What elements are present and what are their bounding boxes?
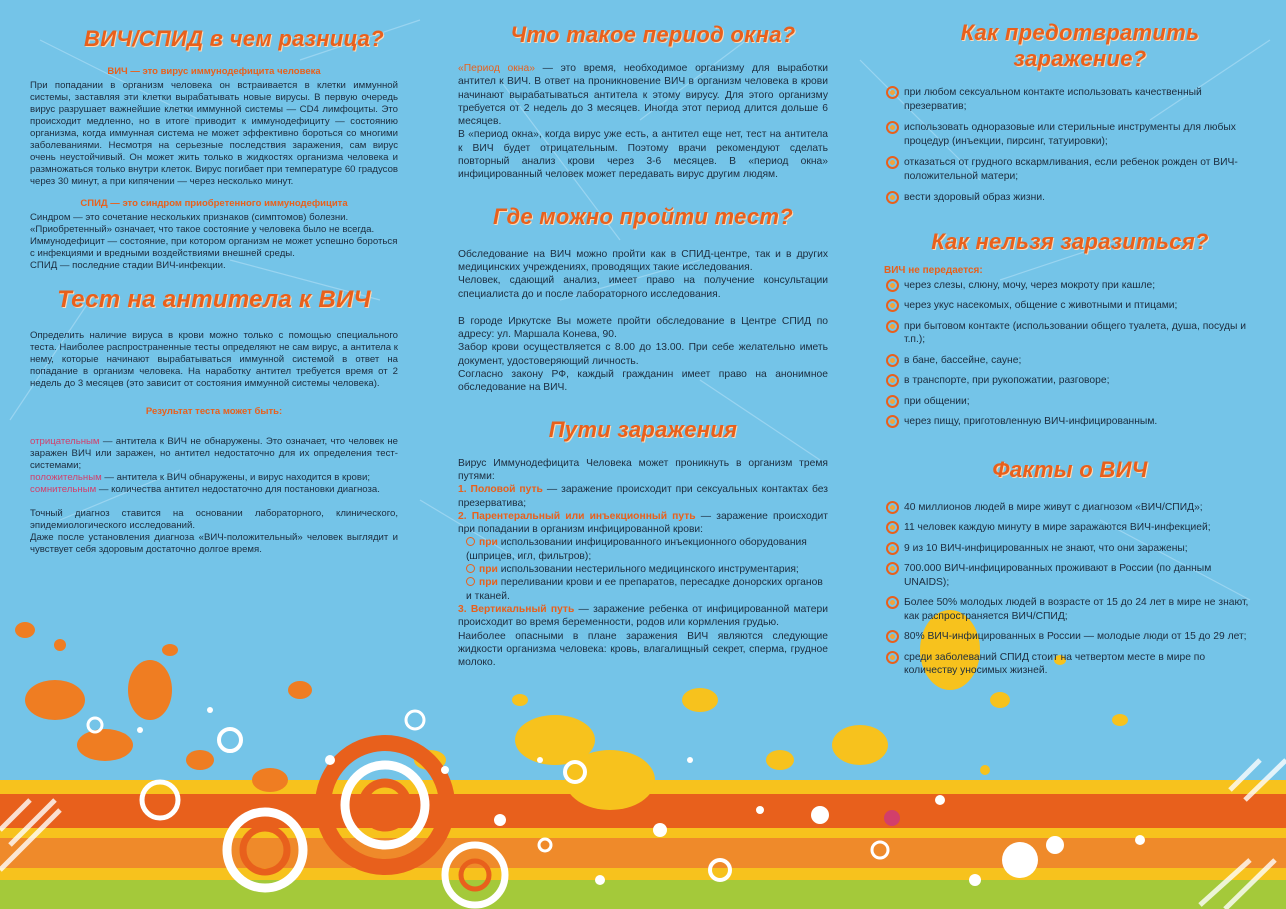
hiv-definition-text: При попадании в организм человека он встраивается в клетки иммунной системы, заставляя эти клетки вырабатывать новые вирусы. В первую очередь вирус разрушает важнейшие клетки иммунной системы — CD4 лимфоциты. Это происходит медленно, но в итоге приводит к иммунодефициту — состоянию организма, когда иммунная система не может эффективно бороться со многими заболеваниями. Несмотря на серьезные последствия заражения, сам вирус очень неустойчивый. Он может жить только в жидкостях организма человека и размножаться только внутри клеток. Вирус погибает при температуре 60 градусов через 30 минут, а при кипячении — через несколько минут. [30,80,398,187]
bullet-icon [466,537,475,546]
bullet-icon [886,501,899,514]
fact-4: 700.000 ВИЧ-инфицированных проживают в России (по данным UNAIDS); [904,563,1212,588]
result-doubtful [30,484,398,496]
not-item-3: при бытовом контакте (использовании общего туалета, душа, посуды и т.п.); [904,320,1246,345]
after-diagnosis-text: Даже после установления диагноза «ВИЧ-положительный» человек выглядит и чувствует себя здоровым достаточно долгое время. [30,532,398,555]
not-item-2: через укус насекомых, общение с животными и птицами; [904,300,1178,311]
bullet-icon [886,299,899,312]
not-item-4: в бане, бассейне, сауне; [904,354,1022,366]
title-prevention: Как предотвратить заражение? [960,20,1200,71]
column-hiv-aids [30,18,398,556]
window-text: — это время, необходимое организму для выработки антител к ВИЧ. В ответ на проникновение ВИЧ в организм человека в крови начинают вырабатываться антитела к этому вирусу. Для этого организму требуется от 2 недель до 3 месяцев. Иногда этот период длится дольше 6 месяцев. [458,63,828,128]
list-item [884,501,1256,515]
not-transmitted-list [884,279,1256,429]
list-item [884,354,1256,368]
negative-term: отрицательным [30,436,100,447]
way-2-term: 2. Парентеральный или инъекционный путь [458,510,696,522]
fact-3: 9 из 10 ВИЧ-инфицированных не знают, что они заражены; [904,542,1188,554]
doubtful-text: — количества антител недостаточно для постановки диагноза. [96,484,380,495]
positive-text: — антитела к ВИЧ обнаружены, и вирус находится в крови; [101,472,370,483]
bullet-icon [886,191,899,204]
negative-text: — антитела к ВИЧ не обнаружены. Это означает, что человек не заражен ВИЧ или заражен, но антител недостаточно для их определения тест-системами; [30,436,398,471]
way-3 [458,603,828,630]
list-item [884,121,1256,148]
bullet-icon [886,542,899,555]
list-item [884,86,1256,113]
way-3-text: — заражение ребенка от инфицированной матери происходит во время беременности, родов или кормления грудью. [458,603,828,629]
fact-1: 40 миллионов людей в мире живут с диагнозом «ВИЧ/СПИД»; [904,501,1203,513]
fact-6: 80% ВИЧ-инфицированных в России — молодые люди от 15 до 29 лет; [904,631,1247,642]
title-where-test: Где можно пройти тест? [492,203,794,229]
aids-line-4: СПИД — последние стадии ВИЧ-инфекции. [30,260,226,271]
diagnosis-text: Точный диагноз ставится на основании лабораторного, клинического, эпидемиологического исследований. [30,508,398,531]
not-item-7: через пищу, приготовленную ВИЧ-инфицированным. [904,416,1158,427]
way-2-item-2 [458,563,828,576]
bullet-icon [886,630,899,643]
fact-7: среди заболеваний СПИД стоит на четвертом месте в мире по количеству уносимых жизней. [904,651,1206,676]
aids-definition-heading: СПИД — это синдром приобретенного иммунодефицита [80,198,348,209]
where-test-p4: Забор крови осуществляется с 8.00 до 13.00. При себе желательно иметь документ, удостоверяющий личность. [458,342,828,367]
way-2-text: — заражение происходит при попадании в организм инфицированной крови: [458,510,828,536]
way-1 [458,483,828,510]
way-1-term: 1. Половой путь [458,484,543,496]
result-positive [30,472,398,484]
way-1-text: — заражение происходит при сексуальных контактах без презерватива; [458,484,829,509]
bullet-icon [886,121,899,134]
where-test-p2: Человек, сдающий анализ, имеет право на получение консультации специалиста до и после лабораторного исследования. [458,275,828,300]
list-item [884,521,1256,535]
where-test-p1: Обследование на ВИЧ можно пройти как в СПИД-центре, так и в других медицинских учреждениях, проводящих такие исследования. [458,248,828,273]
not-item-6: при общении; [904,395,970,407]
way-2-item-2-pre: при [479,564,498,576]
list-item [884,320,1256,347]
way-2-item-1-text: использовании инфицированного инъекционного оборудования (шприцев, игл, фильтров); [466,537,807,562]
way-2-item-1-pre: при [479,537,498,549]
window-term: «Период окна» [458,63,535,74]
prevention-item-1: при любом сексуальном контакте использовать качественный презерватив; [904,87,1202,112]
title-window-period: Что такое период окна? [510,22,796,47]
list-item [884,191,1256,205]
ways-intro: Вирус Иммунодефицита Человека может проникнуть в организм тремя путями: [458,457,828,482]
result-negative [30,436,398,472]
title-cannot-infect: Как нельзя заразиться? [931,228,1209,254]
bullet-icon [886,521,899,534]
list-item [884,562,1256,589]
not-item-1: через слезы, слюну, мочу, через мокроту при кашле; [904,279,1156,291]
title-hiv-facts: Факты о ВИЧ [992,456,1148,482]
way-2-item-1 [458,536,828,563]
bullet-icon [466,577,475,586]
bullet-icon [886,156,899,169]
bullet-icon [466,564,475,573]
fact-5: Более 50% молодых людей в возрасте от 15 до 24 лет в мире не знают, как распространяется ВИЧ/СПИД; [904,597,1249,622]
way-2-item-3-text: переливании крови и ее препаратов, пересадке донорских органов и тканей. [466,577,823,602]
way-2 [458,510,828,537]
list-item [884,651,1256,678]
list-item [884,156,1256,183]
title-antibody-test: Тест на антитела к ВИЧ [57,286,371,313]
prevention-list [884,86,1256,205]
bullet-icon [886,374,899,387]
test-result-heading: Результат теста может быть: [145,406,283,417]
bullet-icon [886,415,899,428]
bullet-icon [886,562,899,575]
bullet-icon [886,651,899,664]
list-item [884,299,1256,313]
ways-final: Наиболее опасными в плане заражения ВИЧ являются следующие жидкости организма человека: кровь, влагалищный секрет, сперма, грудное молоко. [458,630,828,669]
where-test-p3: В городе Иркутске Вы можете пройти обследование в Центре СПИД по адресу: ул. Маршала Конева, 90. [458,315,828,341]
bullet-icon [886,354,899,367]
prevention-item-2: использовать одноразовые или стерильные инструменты для любых процедур (инъекции, пирсинг, татуировки); [904,122,1236,147]
hiv-definition-heading: ВИЧ — это вирус иммунодефицита человека [107,66,321,77]
bullet-icon [886,395,899,408]
aids-line-3: Иммунодефицит — состояние, при котором организм не может успешно бороться с инфекциями и вредными воздействиями внешней среды. [30,236,398,259]
bullet-icon [886,320,899,333]
list-item [884,395,1256,409]
bullet-icon [886,279,899,292]
list-item [884,415,1256,429]
column-prevention-facts [884,18,1256,678]
bullet-icon [886,596,899,609]
window-period-text-2: В «период окна», когда вирус уже есть, а антител еще нет, тест на антитела к ВИЧ будет отрицательным. Поэтому врачи рекомендуют сделать повторный анализ крови через 3-6 месяцев. В «период окна» инфицированный человек может передавать вирус другим людям. [458,129,828,181]
list-item [884,279,1256,293]
not-transmitted-heading: ВИЧ не передается: [884,264,983,276]
list-item [884,374,1256,388]
aids-line-2: «Приобретенный» означает, что такое состояние у человека было не всегда. [30,224,375,235]
prevention-item-3: отказаться от грудного вскармливания, если ребенок рожден от ВИЧ-положительной матери; [904,157,1238,182]
fact-2: 11 человек каждую минуту в мире заражаются ВИЧ-инфекцией; [904,522,1211,533]
window-period-text [458,62,828,128]
doubtful-term: сомнительным [30,484,97,495]
column-window-test-ways [458,18,828,669]
title-hiv-aids-difference: ВИЧ/СПИД в чем разница? [84,26,384,51]
list-item [884,596,1256,623]
list-item [884,542,1256,556]
way-2-item-3 [458,576,828,603]
list-item [884,630,1256,644]
prevention-item-4: вести здоровый образ жизни. [904,192,1045,203]
not-item-5: в транспорте, при рукопожатии, разговоре; [904,375,1110,386]
title-infection-ways: Пути заражения [548,416,738,442]
bullet-icon [886,86,899,99]
positive-term: положительным [30,472,102,483]
way-3-term: 3. Вертикальный путь [458,603,575,615]
antibody-test-text: Определить наличие вируса в крови можно только с помощью специального теста. Наиболее распространенные тесты определяют не сам вирус, а антитела к нему, которые начинают вырабатываться иммунной системой в ответ на попадание в организм человека. На наработку антител требуется время от 2 недель до 3 месяцев (это зависит от состояния иммунной системы человека). [30,330,398,389]
facts-list [884,501,1256,678]
way-2-item-2-text: использовании нестерильного медицинского инструментария; [497,564,799,576]
aids-line-1: Синдром — это сочетание нескольких признаков (симптомов) болезни. [30,212,349,223]
way-2-item-3-pre: при [479,577,498,589]
where-test-p5: Согласно закону РФ, каждый гражданин имеет право на анонимное обследование на ВИЧ. [458,369,828,394]
